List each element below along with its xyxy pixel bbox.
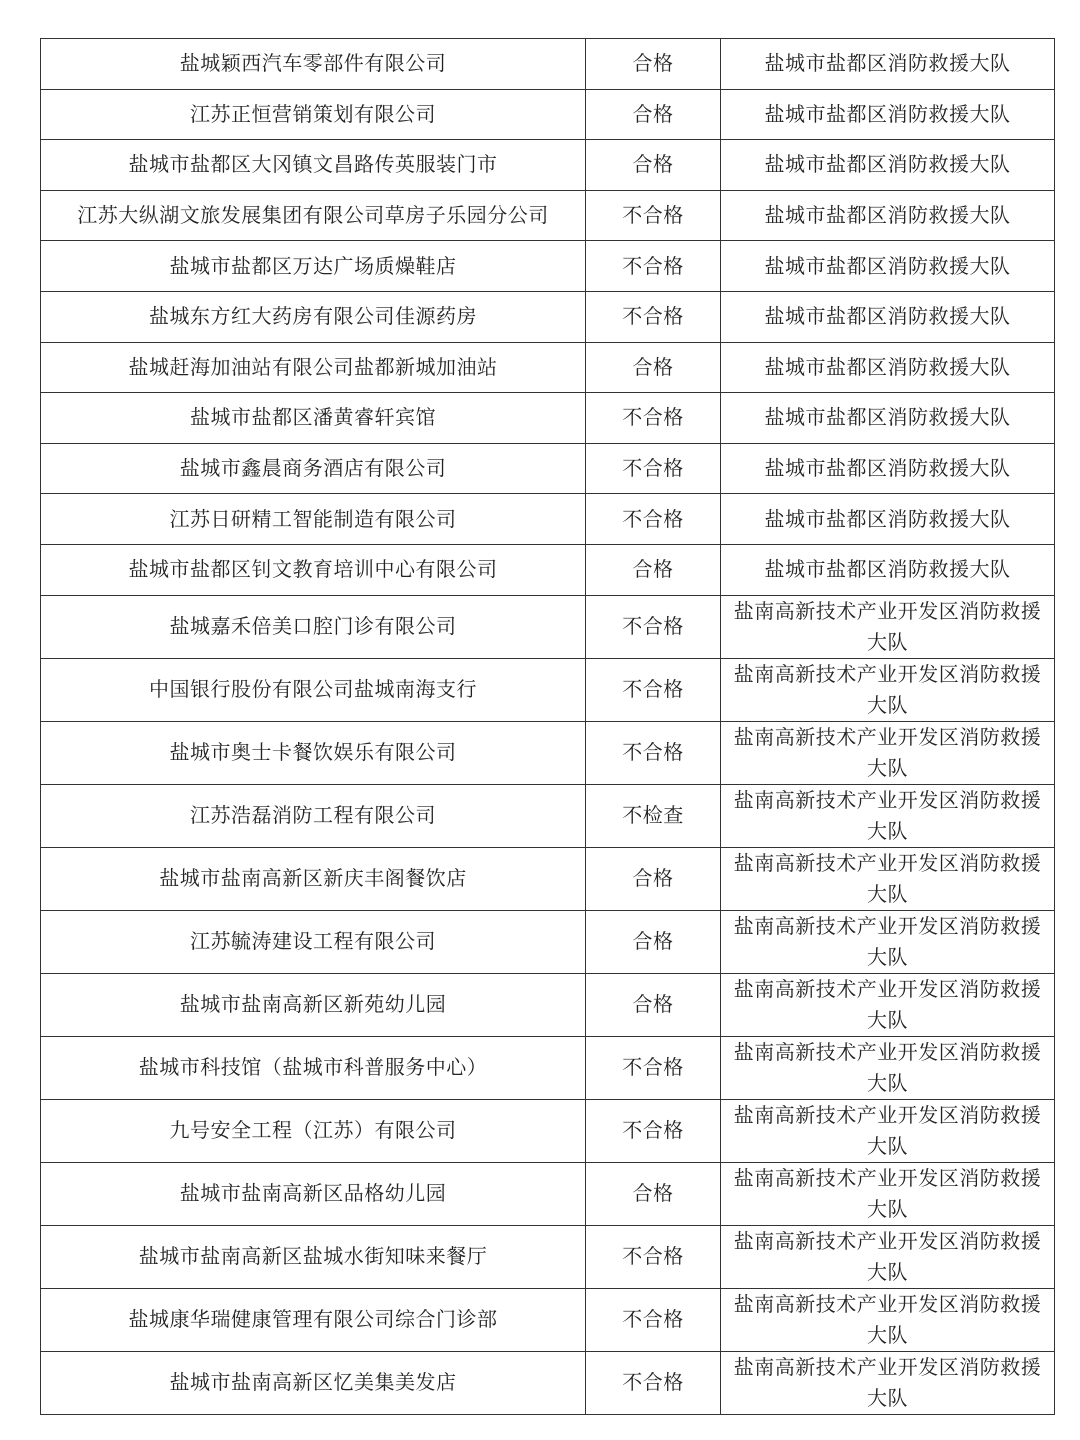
inspecting-unit-cell: 盐南高新技术产业开发区消防救援大队: [721, 595, 1055, 658]
company-name-cell: 盐城市盐南高新区忆美集美发店: [41, 1351, 586, 1414]
inspecting-unit-cell: 盐城市盐都区消防救援大队: [721, 190, 1055, 241]
table-row: [41, 721, 1055, 784]
inspection-result-cell: 合格: [586, 544, 721, 595]
table-row: [41, 1036, 1055, 1099]
table-row: [41, 973, 1055, 1036]
company-name-cell: 江苏毓涛建设工程有限公司: [41, 910, 586, 973]
inspection-result-cell: 合格: [586, 847, 721, 910]
table-row: [41, 1288, 1055, 1351]
company-name-cell: 盐城市鑫晨商务酒店有限公司: [41, 443, 586, 494]
inspecting-unit-cell: 盐城市盐都区消防救援大队: [721, 544, 1055, 595]
inspecting-unit-cell: 盐南高新技术产业开发区消防救援大队: [721, 1036, 1055, 1099]
table-row: [41, 544, 1055, 595]
company-name-cell: 盐城市盐南高新区盐城水街知味来餐厅: [41, 1225, 586, 1288]
inspection-result-cell: 合格: [586, 39, 721, 90]
inspecting-unit-cell: 盐城市盐都区消防救援大队: [721, 291, 1055, 342]
inspecting-unit-cell: 盐南高新技术产业开发区消防救援大队: [721, 1099, 1055, 1162]
inspection-results-sheet: [40, 38, 1054, 1415]
inspecting-unit-cell: 盐南高新技术产业开发区消防救援大队: [721, 1288, 1055, 1351]
inspecting-unit-cell: 盐城市盐都区消防救援大队: [721, 443, 1055, 494]
inspection-result-cell: 不合格: [586, 393, 721, 444]
inspecting-unit-cell: 盐南高新技术产业开发区消防救援大队: [721, 721, 1055, 784]
company-name-cell: 盐城赶海加油站有限公司盐都新城加油站: [41, 342, 586, 393]
table-row: [41, 595, 1055, 658]
company-name-cell: 盐城市盐都区钊文教育培训中心有限公司: [41, 544, 586, 595]
company-name-cell: 江苏大纵湖文旅发展集团有限公司草房子乐园分公司: [41, 190, 586, 241]
inspection-result-cell: 不合格: [586, 1351, 721, 1414]
table-row: [41, 658, 1055, 721]
table-row: [41, 342, 1055, 393]
table-row: [41, 393, 1055, 444]
company-name-cell: 江苏正恒营销策划有限公司: [41, 89, 586, 140]
table-row: [41, 291, 1055, 342]
table-row: [41, 443, 1055, 494]
company-name-cell: 盐城嘉禾倍美口腔门诊有限公司: [41, 595, 586, 658]
table-row: [41, 784, 1055, 847]
inspecting-unit-cell: 盐南高新技术产业开发区消防救援大队: [721, 658, 1055, 721]
inspecting-unit-cell: 盐南高新技术产业开发区消防救援大队: [721, 1162, 1055, 1225]
inspecting-unit-cell: 盐南高新技术产业开发区消防救援大队: [721, 973, 1055, 1036]
inspection-result-cell: 不合格: [586, 721, 721, 784]
inspection-result-cell: 不合格: [586, 595, 721, 658]
inspection-result-cell: 不合格: [586, 291, 721, 342]
inspection-result-cell: 合格: [586, 140, 721, 191]
inspection-result-cell: 不合格: [586, 443, 721, 494]
company-name-cell: 盐城颖西汽车零部件有限公司: [41, 39, 586, 90]
inspection-result-cell: 不合格: [586, 241, 721, 292]
inspection-result-cell: 不合格: [586, 1225, 721, 1288]
company-name-cell: 盐城市奥士卡餐饮娱乐有限公司: [41, 721, 586, 784]
table-row: [41, 1099, 1055, 1162]
table-row: [41, 140, 1055, 191]
inspection-result-cell: 不合格: [586, 494, 721, 545]
inspecting-unit-cell: 盐南高新技术产业开发区消防救援大队: [721, 784, 1055, 847]
inspecting-unit-cell: 盐城市盐都区消防救援大队: [721, 342, 1055, 393]
inspection-result-cell: 不合格: [586, 1288, 721, 1351]
company-name-cell: 中国银行股份有限公司盐城南海支行: [41, 658, 586, 721]
inspection-result-cell: 合格: [586, 89, 721, 140]
table-row: [41, 39, 1055, 90]
company-name-cell: 盐城康华瑞健康管理有限公司综合门诊部: [41, 1288, 586, 1351]
company-name-cell: 盐城市盐都区万达广场质燥鞋店: [41, 241, 586, 292]
inspection-result-cell: 合格: [586, 1162, 721, 1225]
company-name-cell: 盐城市盐都区大冈镇文昌路传英服装门市: [41, 140, 586, 191]
table-row: [41, 1162, 1055, 1225]
company-name-cell: 江苏浩磊消防工程有限公司: [41, 784, 586, 847]
inspecting-unit-cell: 盐城市盐都区消防救援大队: [721, 241, 1055, 292]
inspecting-unit-cell: 盐南高新技术产业开发区消防救援大队: [721, 1351, 1055, 1414]
inspecting-unit-cell: 盐南高新技术产业开发区消防救援大队: [721, 910, 1055, 973]
table-row: [41, 89, 1055, 140]
company-name-cell: 盐城市盐南高新区品格幼儿园: [41, 1162, 586, 1225]
inspection-result-cell: 不检查: [586, 784, 721, 847]
table-row: [41, 910, 1055, 973]
inspecting-unit-cell: 盐城市盐都区消防救援大队: [721, 494, 1055, 545]
company-name-cell: 九号安全工程（江苏）有限公司: [41, 1099, 586, 1162]
inspecting-unit-cell: 盐城市盐都区消防救援大队: [721, 140, 1055, 191]
inspection-result-cell: 合格: [586, 342, 721, 393]
table-row: [41, 241, 1055, 292]
table-body: [41, 39, 1055, 1415]
inspection-result-cell: 不合格: [586, 1036, 721, 1099]
table-row: [41, 847, 1055, 910]
inspecting-unit-cell: 盐南高新技术产业开发区消防救援大队: [721, 847, 1055, 910]
inspection-result-cell: 不合格: [586, 1099, 721, 1162]
table-row: [41, 190, 1055, 241]
table-row: [41, 1351, 1055, 1414]
inspection-result-cell: 合格: [586, 910, 721, 973]
inspection-result-cell: 不合格: [586, 190, 721, 241]
inspecting-unit-cell: 盐城市盐都区消防救援大队: [721, 393, 1055, 444]
inspecting-unit-cell: 盐城市盐都区消防救援大队: [721, 89, 1055, 140]
company-name-cell: 盐城市盐都区潘黄睿轩宾馆: [41, 393, 586, 444]
company-name-cell: 江苏日研精工智能制造有限公司: [41, 494, 586, 545]
company-name-cell: 盐城市盐南高新区新苑幼儿园: [41, 973, 586, 1036]
inspecting-unit-cell: 盐城市盐都区消防救援大队: [721, 39, 1055, 90]
inspection-results-table: [40, 38, 1055, 1415]
company-name-cell: 盐城市科技馆（盐城市科普服务中心）: [41, 1036, 586, 1099]
inspection-result-cell: 不合格: [586, 658, 721, 721]
table-row: [41, 494, 1055, 545]
table-row: [41, 1225, 1055, 1288]
inspecting-unit-cell: 盐南高新技术产业开发区消防救援大队: [721, 1225, 1055, 1288]
company-name-cell: 盐城市盐南高新区新庆丰阁餐饮店: [41, 847, 586, 910]
company-name-cell: 盐城东方红大药房有限公司佳源药房: [41, 291, 586, 342]
inspection-result-cell: 合格: [586, 973, 721, 1036]
